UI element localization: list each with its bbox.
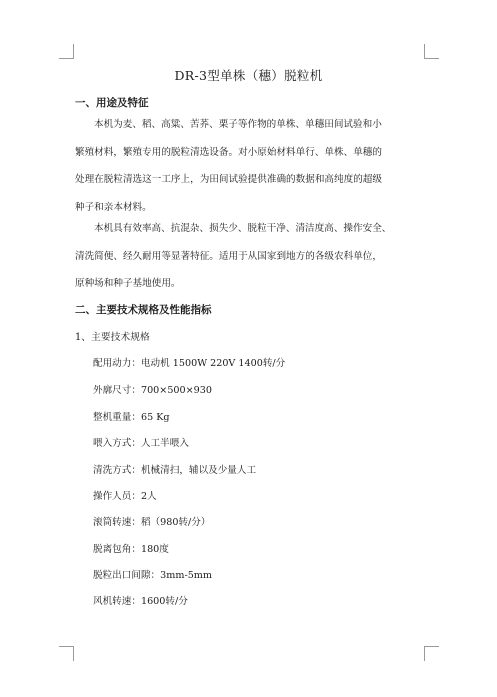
spec-item: 脱粒出口间隙：3mm-5mm bbox=[93, 570, 212, 581]
spec-item: 外廓尺寸：700×500×930 bbox=[93, 385, 212, 396]
spec-item: 滚筒转速：稻（980转/分） bbox=[93, 517, 211, 528]
crop-mark-bottom-right bbox=[424, 646, 439, 661]
document-title: DR-3型单株（穗）脱粒机 bbox=[174, 68, 323, 83]
section-heading-usage: 一、用途及特征 bbox=[75, 97, 149, 109]
crop-mark-top-right bbox=[424, 44, 439, 59]
spec-item: 清洗方式：机械清扫，辅以及少量人工 bbox=[93, 465, 257, 476]
paragraph-purpose bbox=[75, 111, 427, 222]
spec-item: 喂入方式：人工半喂入 bbox=[93, 438, 189, 449]
spec-item: 风机转速：1600转/分 bbox=[93, 596, 188, 607]
paragraph-line: 本机具有效率高、抗混杂、损失少、脱粒干净、清洁度高、操作安全、 bbox=[94, 223, 392, 234]
spec-item: 操作人员：2人 bbox=[93, 491, 157, 502]
spec-item: 整机重量：65 Kg bbox=[93, 412, 170, 423]
sub-heading-main-specs: 1、主要技术规格 bbox=[75, 332, 150, 343]
spec-item: 脱离包角：180度 bbox=[93, 544, 169, 555]
crop-mark-top-left bbox=[59, 44, 74, 59]
paragraph-line: 本机为麦、稻、高粱、苦荞、栗子等作物的单株、单穗田间试验和小 bbox=[94, 119, 382, 130]
paragraph-line: 繁殖材料，繁殖专用的脱粒清选设备。对小原始材料单行、单株、单穗的 bbox=[75, 146, 382, 158]
spec-item: 配用动力：电动机 1500W 220V 1400转/分 bbox=[93, 358, 286, 369]
paragraph-line: 原种场和种子基地使用。 bbox=[75, 278, 181, 290]
section-heading-specs: 二、主要技术规格及性能指标 bbox=[75, 304, 212, 316]
crop-mark-bottom-left bbox=[59, 646, 74, 661]
paragraph-features bbox=[75, 215, 427, 298]
paragraph-line: 处理在脱粒清选这一工序上，为田间试验提供准确的数据和高纯度的超级 bbox=[75, 174, 382, 186]
paragraph-line: 种子和亲本材料。 bbox=[75, 202, 152, 214]
paragraph-line: 清洗简便、经久耐用等显著特征。适用于从国家到地方的各级农科单位， bbox=[75, 250, 382, 262]
